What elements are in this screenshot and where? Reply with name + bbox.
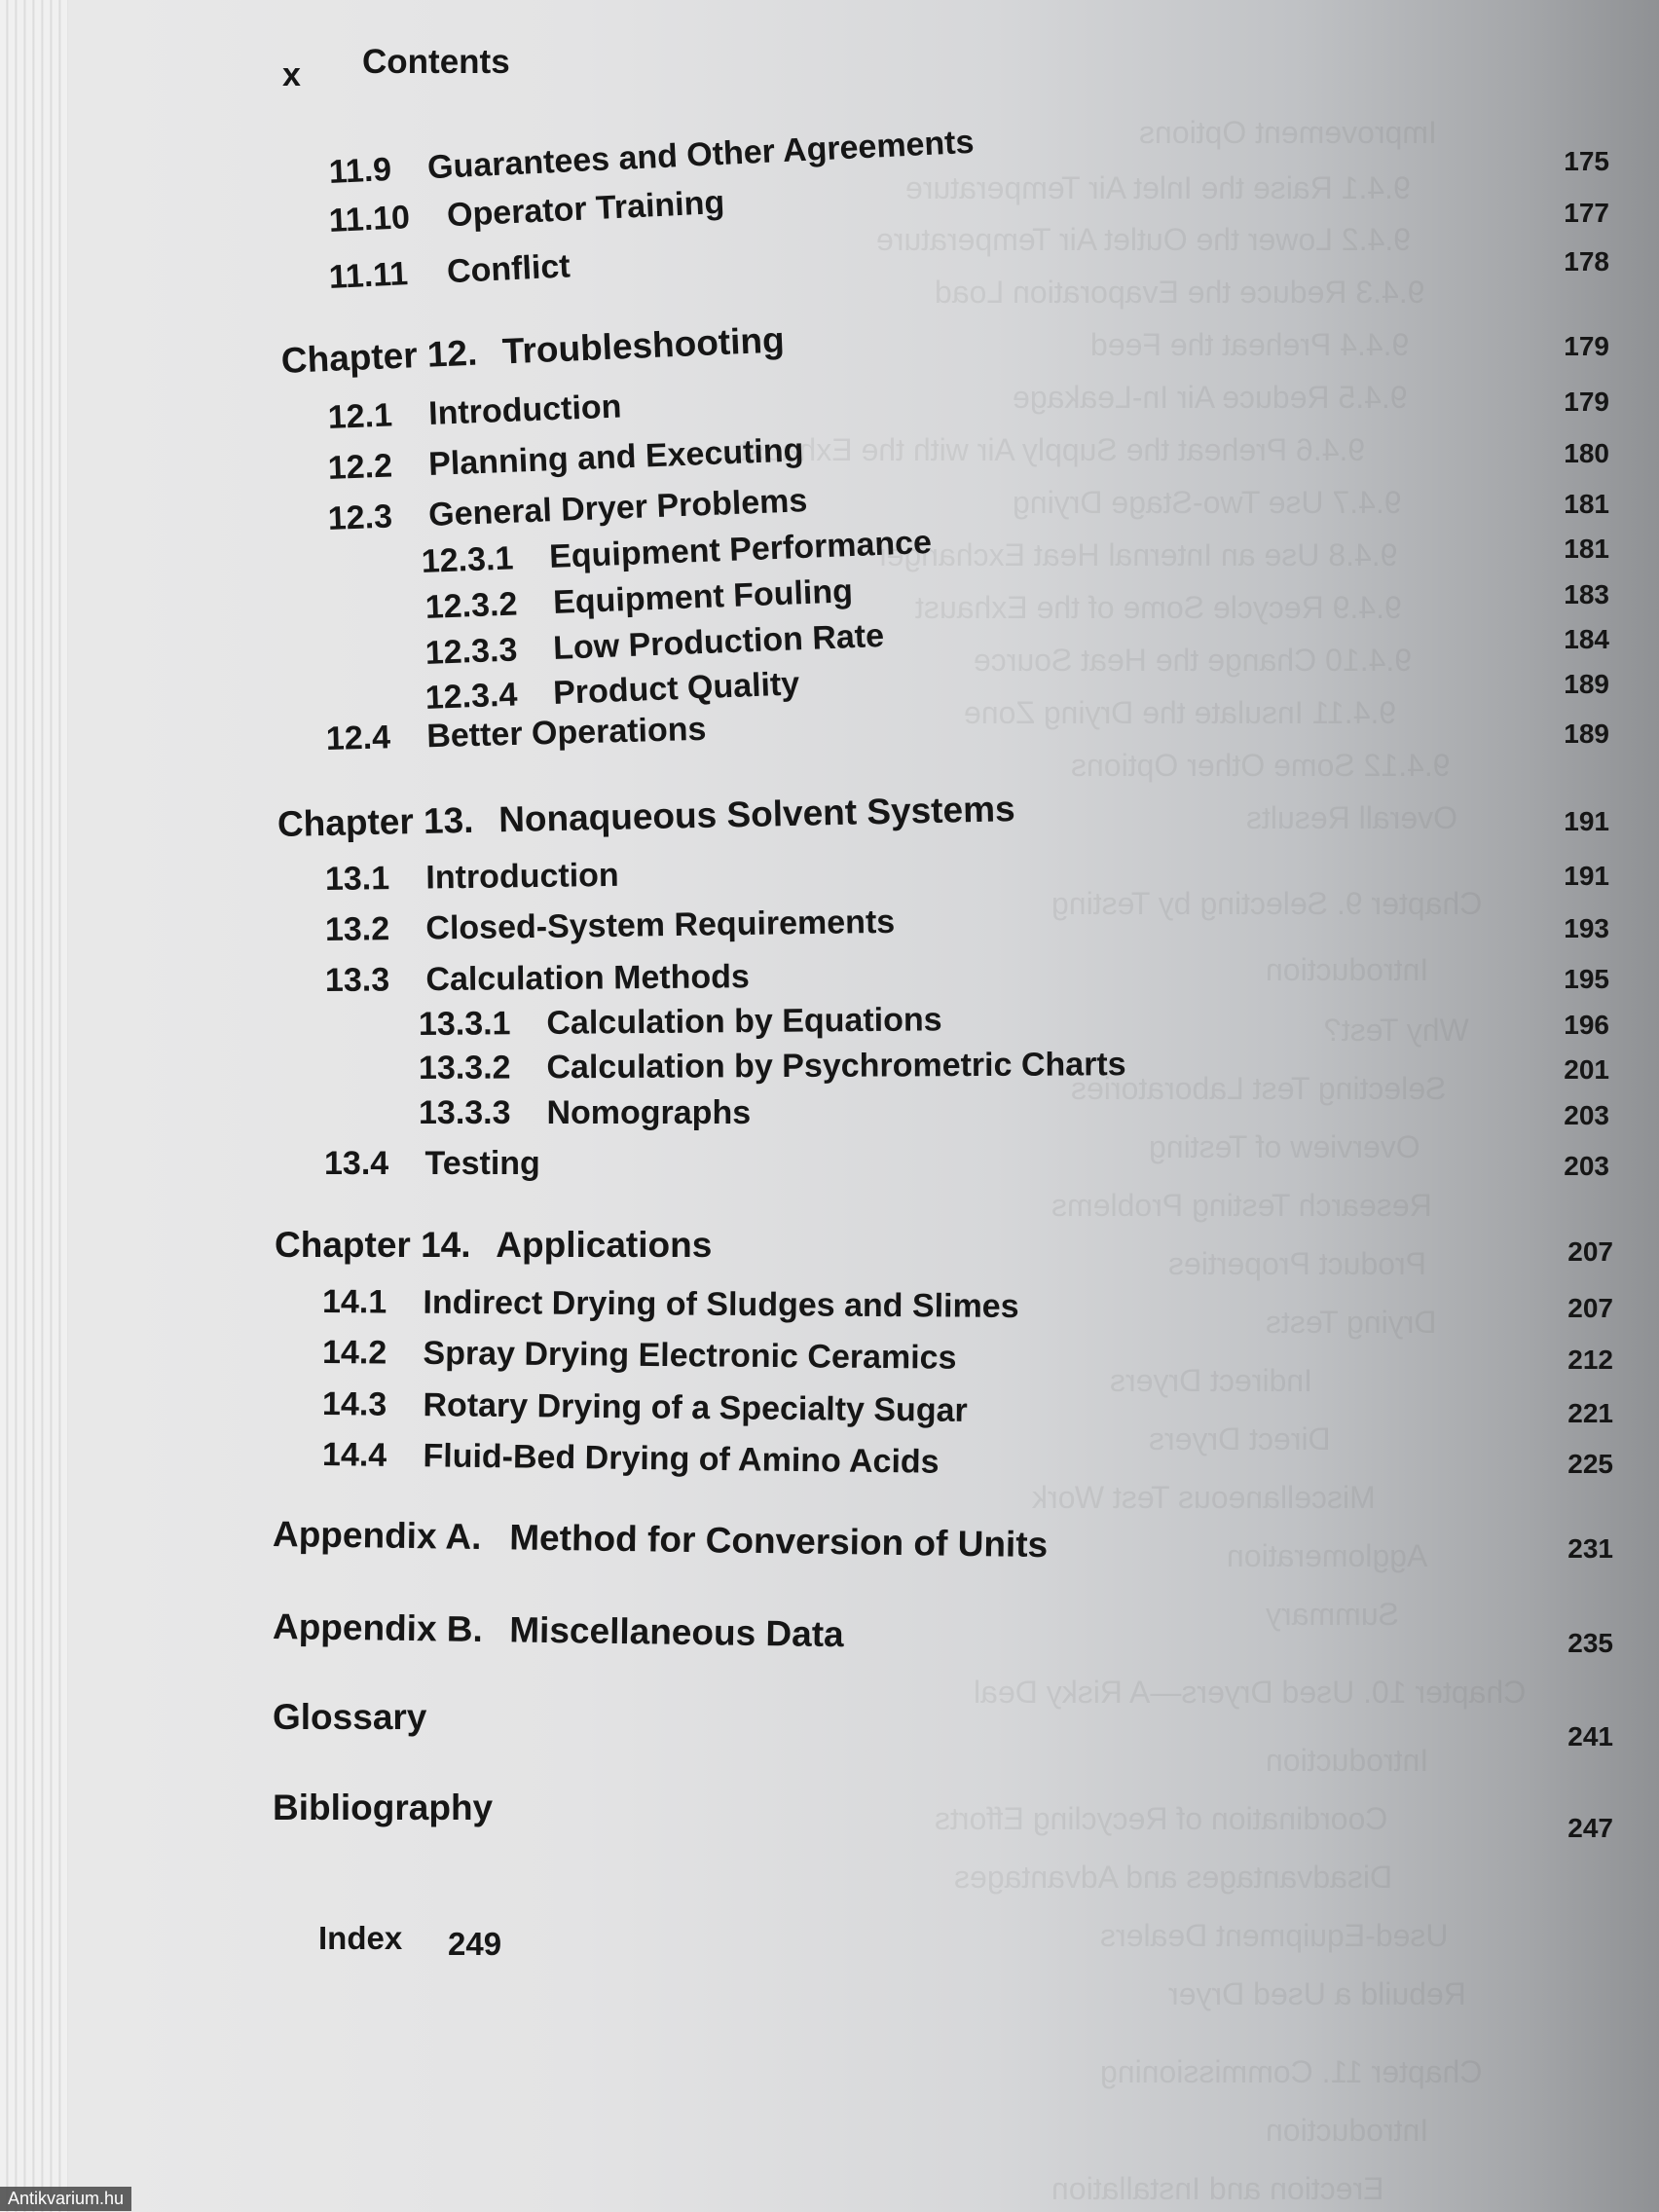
toc-entry-14-2[interactable]	[322, 1334, 957, 1384]
chapter-title: Troubleshooting	[501, 319, 786, 372]
toc-bibliography[interactable]	[273, 1788, 493, 1832]
entry-number: 14.3	[321, 1385, 387, 1423]
entry-title: Indirect Drying of Sludges and Slimes	[423, 1283, 1019, 1325]
entry-title: General Dryer Problems	[427, 482, 808, 535]
entry-page: 207	[1567, 1293, 1613, 1323]
toc-entry-13-3[interactable]	[325, 958, 750, 1007]
entry-page: 189	[1564, 669, 1609, 699]
entry-number: 11.9	[327, 150, 392, 191]
chapter-number: Chapter 13.	[276, 799, 474, 844]
entry-title: Better Operations	[425, 710, 707, 756]
entry-page: 235	[1567, 1628, 1613, 1658]
entry-title: Introduction	[425, 856, 619, 897]
toc-entry-13-1[interactable]	[325, 857, 619, 905]
entry-page: 175	[1564, 146, 1609, 176]
toc-entry-11-11[interactable]	[328, 247, 571, 304]
entry-number: 13.4	[324, 1145, 389, 1182]
entry-number: 12.3.2	[424, 585, 519, 626]
entry-page: 191	[1564, 861, 1609, 891]
entry-number: 14.4	[321, 1436, 387, 1474]
entry-page: 225	[1567, 1449, 1613, 1479]
toc-appendix-b[interactable]	[273, 1606, 844, 1659]
entry-page: 195	[1564, 964, 1609, 994]
entry-number: 12.2	[327, 447, 393, 487]
toc-entry-13-3-2[interactable]	[419, 1046, 1126, 1094]
toc-entry-13-4[interactable]	[324, 1145, 540, 1190]
entry-number: 13.1	[324, 860, 390, 898]
appendix-title: Method for Conversion of Units	[509, 1517, 1049, 1566]
toc-glossary[interactable]	[273, 1697, 426, 1742]
entry-number: 14.1	[321, 1283, 387, 1321]
entry-page: 179	[1564, 331, 1609, 361]
entry-title: Conflict	[446, 247, 571, 291]
entry-page: 191	[1564, 806, 1609, 836]
entry-title: Closed-System Requirements	[425, 903, 896, 947]
entry-title: Calculation by Equations	[546, 1001, 942, 1042]
entry-page: 181	[1564, 489, 1609, 519]
chapter-title: Applications	[496, 1225, 713, 1265]
entry-title: Spray Drying Electronic Ceramics	[423, 1334, 957, 1377]
appendix-label: Appendix B.	[272, 1606, 484, 1650]
entry-number: 13.3.2	[418, 1049, 511, 1087]
running-header: Contents	[362, 43, 510, 81]
page-number-roman: x	[282, 56, 301, 93]
entry-number: 12.3.4	[424, 676, 519, 717]
entry-page: 184	[1564, 624, 1609, 654]
toc-appendix-a[interactable]	[273, 1514, 1049, 1569]
appendix-label: Appendix A.	[272, 1514, 482, 1557]
entry-page: 207	[1567, 1236, 1613, 1267]
entry-title: Glossary	[273, 1697, 427, 1737]
entry-title: Calculation by Psychrometric Charts	[546, 1046, 1126, 1087]
entry-page: 203	[1564, 1151, 1609, 1181]
toc-chapter-13[interactable]	[277, 789, 1016, 849]
entry-page: 179	[1564, 387, 1609, 417]
entry-page: 212	[1567, 1345, 1613, 1375]
entry-title: Equipment Performance	[548, 523, 933, 575]
entry-page: 177	[1564, 198, 1609, 228]
toc-entry-14-1[interactable]	[322, 1283, 1019, 1333]
entry-title: Operator Training	[446, 183, 725, 235]
entry-page: 178	[1564, 246, 1609, 276]
entry-number: 14.2	[321, 1334, 387, 1372]
chapter-number: Chapter 14.	[275, 1225, 471, 1265]
toc-entry-14-4[interactable]	[322, 1436, 940, 1489]
entry-page: 221	[1567, 1398, 1613, 1428]
entry-page: 241	[1567, 1721, 1613, 1751]
entry-title: Low Production Rate	[552, 616, 885, 667]
toc-entry-12-4[interactable]	[325, 711, 707, 765]
entry-title: Planning and Executing	[427, 431, 805, 484]
entry-page: 201	[1564, 1054, 1609, 1085]
entry-title: Introduction	[427, 387, 623, 433]
entry-number: 12.4	[325, 719, 391, 757]
entry-page: 193	[1564, 913, 1609, 943]
toc-entry-14-3[interactable]	[322, 1385, 968, 1437]
entry-page: 181	[1564, 534, 1609, 564]
entry-page: 196	[1564, 1010, 1609, 1040]
entry-title: Guarantees and Other Agreements	[426, 123, 976, 187]
entry-number: 13.3.3	[419, 1094, 511, 1131]
toc-chapter-12[interactable]	[280, 319, 786, 386]
toc-entry-12-1[interactable]	[327, 387, 622, 444]
entry-title: Calculation Methods	[425, 958, 751, 999]
toc-entry-13-2[interactable]	[325, 903, 896, 956]
entry-page: 231	[1567, 1533, 1613, 1564]
entry-page: 247	[1567, 1813, 1613, 1843]
entry-number: 12.1	[327, 396, 393, 436]
toc-index-page: 249	[448, 1926, 502, 1962]
entry-page: 180	[1564, 438, 1609, 468]
entry-number: 13.3	[324, 961, 390, 999]
chapter-title: Nonaqueous Solvent Systems	[498, 789, 1015, 840]
entry-title: Fluid-Bed Drying of Amino Acids	[423, 1437, 940, 1481]
entry-number: 11.11	[327, 255, 409, 296]
entry-number: 11.10	[327, 199, 411, 240]
entry-title: Rotary Drying of a Specialty Sugar	[423, 1386, 968, 1429]
entry-title: Nomographs	[546, 1094, 752, 1131]
entry-page: 203	[1564, 1100, 1609, 1130]
entry-number: 12.3.3	[424, 631, 519, 672]
toc-index-label[interactable]: Index	[318, 1920, 403, 1956]
entry-title: Testing	[424, 1145, 540, 1182]
entry-page: 189	[1564, 719, 1609, 749]
appendix-title: Miscellaneous Data	[509, 1609, 844, 1655]
entry-number: 13.3.1	[418, 1005, 511, 1043]
entry-number: 13.2	[324, 910, 390, 948]
bleed-through-text: Improvement Options 9.4.1 Raise the Inlet Air Temperature 9.4.2 Lower the Outlet Air Temperature 9.4.3 Reduce the Evaporation Load 9.4.4 Preheat the Feed 9.4.5 Reduce Air In-Leakage 9.4.6 Preheat the Supply Air with the Exhaust 9.4.7 Use Two-Stage Drying 9.4.8 Use an Internal Heat Exchanger 9.4.9 Recycle Some of the Exhaust 9.4.10 Change the Heat Source 9.4.11 Insulate the Drying Zone 9.4.12 Some Other Options Overall Results Chapter 9. Selecting by Testing Introduction Why Test? Selecting Test Laboratories Overview of Testing Research Testing Problems Product Properties Drying Tests Indirect Dryers Direct Dryers Miscellaneous Test Work Agglomeration Summary Chapter 10. Used Dryers—A Risky Deal Introduction Coordination of Recycling Efforts Disadvantages and Advantages Used-Equipment Dealers Rebuild a Used Dryer Chapter 11. Commissioning Introduction Erection and Installation	[740, 115, 1527, 2206]
entry-title: Bibliography	[273, 1788, 494, 1827]
toc-chapter-14[interactable]	[275, 1225, 712, 1270]
entry-page: 183	[1564, 579, 1609, 609]
toc-entry-13-3-1[interactable]	[419, 1001, 942, 1051]
watermark: Antikvarium.hu	[0, 2187, 131, 2211]
entry-title: Equipment Fouling	[552, 572, 854, 621]
entry-number: 12.3.1	[421, 539, 515, 580]
chapter-number: Chapter 12.	[280, 332, 479, 381]
entry-number: 12.3	[327, 498, 393, 537]
toc-entry-13-3-3[interactable]	[419, 1094, 751, 1139]
entry-title: Product Quality	[552, 665, 800, 712]
